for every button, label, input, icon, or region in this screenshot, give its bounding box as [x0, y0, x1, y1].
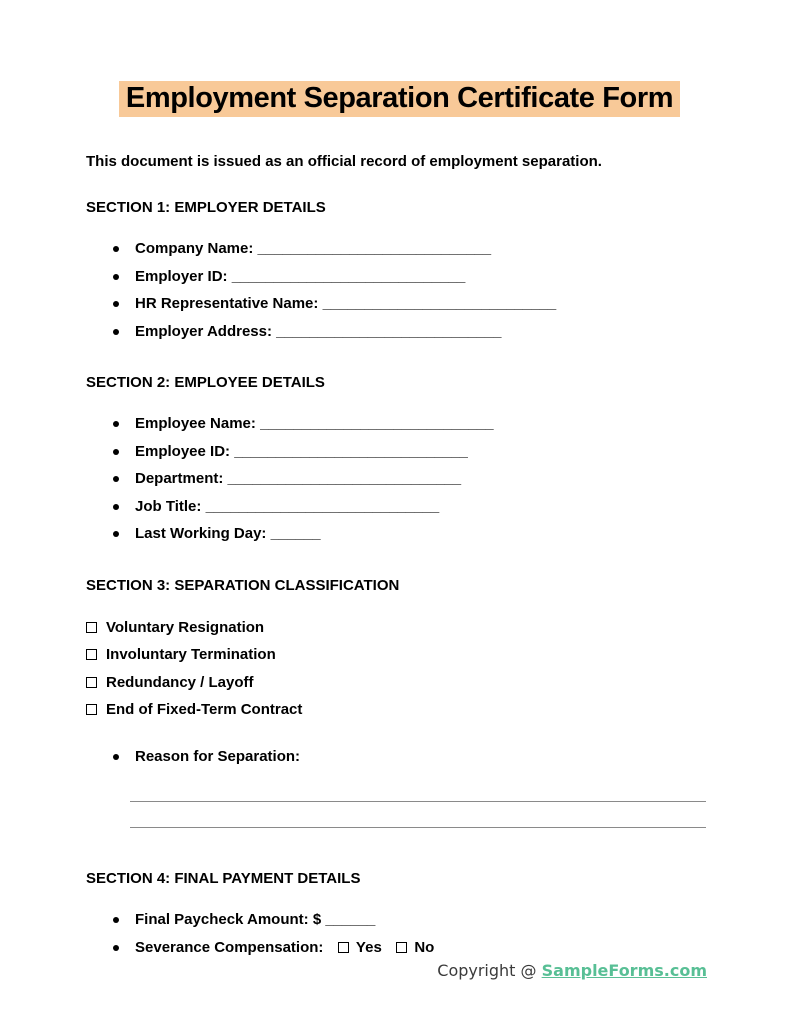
checkbox-label: Voluntary Resignation [106, 618, 265, 636]
reason-line-2[interactable] [130, 802, 706, 828]
checkbox-label: Redundancy / Layoff [106, 673, 254, 691]
field-label: Job Title: [135, 497, 202, 515]
field-label: Last Working Day: [135, 525, 267, 543]
employer-address-blank[interactable]: ___________________________ [276, 322, 502, 340]
bullet-icon [113, 945, 119, 951]
employee-name-blank[interactable]: ____________________________ [260, 415, 494, 433]
field-label: Department: [135, 470, 224, 488]
section4-field-list [86, 906, 706, 961]
checkbox-row-voluntary-resignation [86, 614, 706, 642]
final-paycheck-amount-blank[interactable]: ______ [325, 911, 376, 929]
section2-heading: SECTION 2: EMPLOYEE DETAILS [86, 374, 325, 392]
field-label: Severance Compensation: [135, 938, 324, 956]
checkbox-row-end-of-fixed-term-contract [86, 696, 706, 724]
checkbox-label: Involuntary Termination [106, 646, 276, 664]
bullet-icon [113, 917, 119, 923]
severance-no-label: No [414, 938, 435, 956]
field-label: HR Representative Name: [135, 295, 319, 313]
section4-heading: SECTION 4: FINAL PAYMENT DETAILS [86, 870, 361, 888]
field-reason-for-separation [86, 743, 706, 771]
field-department [86, 465, 706, 493]
checkbox-row-involuntary-termination [86, 641, 706, 669]
footer [437, 961, 707, 980]
section1-heading: SECTION 1: EMPLOYER DETAILS [86, 199, 326, 217]
checkbox-icon[interactable] [86, 622, 97, 633]
section1-field-list [86, 235, 706, 345]
severance-yes-checkbox-icon[interactable] [338, 942, 349, 953]
reason-write-in-area [130, 776, 706, 828]
checkbox-icon[interactable] [86, 649, 97, 660]
field-label: Reason for Separation: [135, 747, 301, 765]
bullet-icon [113, 301, 119, 307]
title-bar [0, 81, 799, 117]
employer-id-blank[interactable]: ____________________________ [231, 267, 466, 285]
field-final-paycheck-amount [86, 906, 706, 934]
section3-heading: SECTION 3: SEPARATION CLASSIFICATION [86, 576, 400, 594]
company-name-blank[interactable]: ____________________________ [257, 240, 492, 258]
job-title-blank[interactable]: ____________________________ [205, 497, 440, 515]
department-blank[interactable]: ____________________________ [227, 470, 462, 488]
section2-field-list [86, 410, 706, 548]
field-company-name [86, 235, 706, 263]
bullet-icon [113, 449, 119, 455]
reason-line-1[interactable] [130, 776, 706, 802]
bullet-icon [113, 274, 119, 280]
bullet-icon [113, 531, 119, 537]
checkbox-icon[interactable] [86, 704, 97, 715]
field-label: Employer ID: [135, 267, 228, 285]
field-hr-representative-name [86, 290, 706, 318]
field-label: Employee ID: [135, 442, 231, 460]
field-employee-name [86, 410, 706, 438]
page-title: Employment Separation Certificate Form [119, 81, 680, 117]
separation-checkbox-list [86, 614, 706, 724]
severance-yes-label: Yes [355, 938, 382, 956]
sampleforms-link[interactable]: SampleForms.com [541, 961, 707, 980]
employee-id-blank[interactable]: ____________________________ [234, 442, 468, 460]
bullet-icon [113, 329, 119, 335]
field-job-title [86, 493, 706, 521]
checkbox-icon[interactable] [86, 677, 97, 688]
bullet-icon [113, 246, 119, 252]
field-last-working-day [86, 520, 706, 548]
severance-no-checkbox-icon[interactable] [396, 942, 407, 953]
copyright-text: Copyright @ [437, 961, 542, 980]
intro-text: This document is issued as an official record of employment separation. [86, 153, 602, 171]
bullet-icon [113, 476, 119, 482]
checkbox-row-redundancy-layoff [86, 669, 706, 697]
hr-representative-name-blank[interactable]: ____________________________ [322, 295, 557, 313]
field-employee-id [86, 438, 706, 466]
field-employer-id [86, 263, 706, 291]
last-working-day-blank[interactable]: ______ [270, 525, 321, 543]
field-label: Employee Name: [135, 415, 256, 433]
checkbox-label: End of Fixed-Term Contract [106, 701, 303, 719]
field-label: Company Name: [135, 240, 254, 258]
bullet-icon [113, 504, 119, 510]
field-employer-address [86, 318, 706, 346]
field-label: Employer Address: [135, 322, 272, 340]
bullet-icon [113, 754, 119, 760]
reason-list [86, 743, 706, 771]
field-severance-compensation [86, 934, 706, 962]
field-label: Final Paycheck Amount: $ [135, 911, 322, 929]
bullet-icon [113, 421, 119, 427]
